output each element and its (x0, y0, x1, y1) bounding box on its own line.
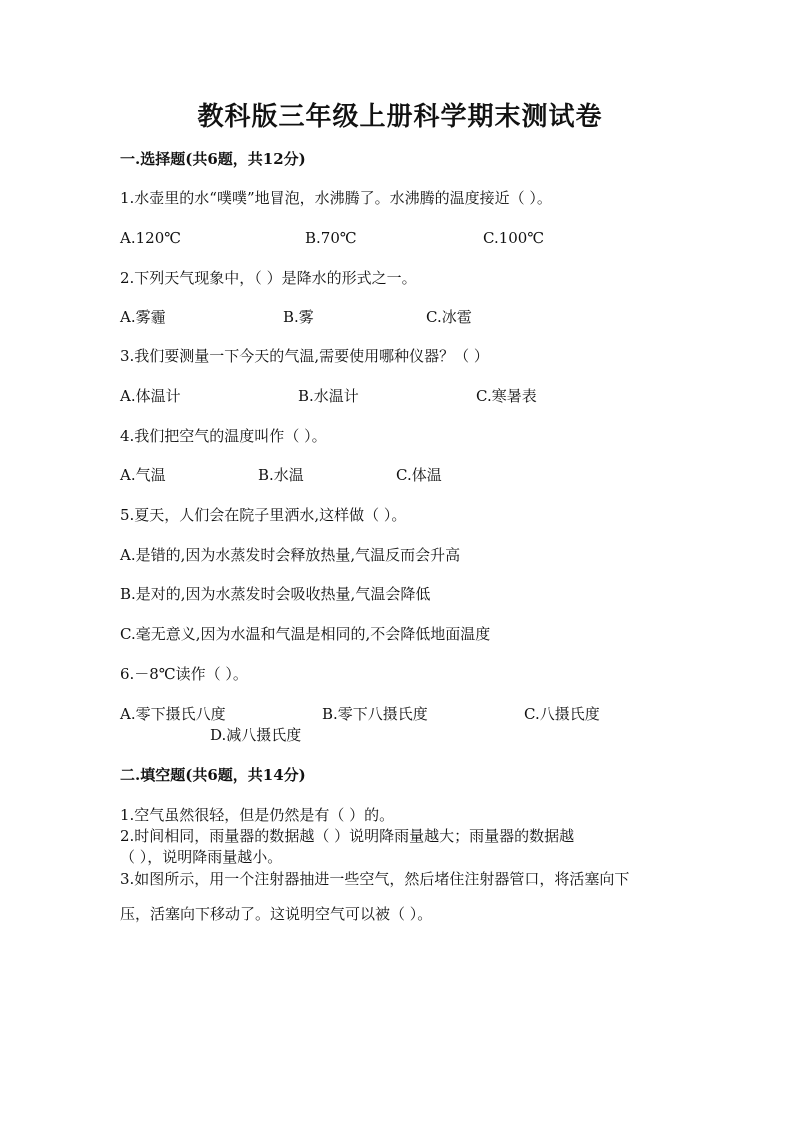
fill-in-line: 压，活塞向下移动了。这说明空气可以被（ ）。 (120, 905, 433, 923)
question-stem: 4.我们把空气的温度叫作（ ）。 (120, 427, 327, 445)
option: C.体温 (396, 466, 442, 484)
option: A.气温 (120, 466, 166, 484)
option: A.是错的,因为水蒸发时会释放热量,气温反而会升高 (120, 546, 461, 564)
fill-in-line: 2.时间相同，雨量器的数据越（ ）说明降雨量越大；雨量器的数据越 (120, 827, 575, 845)
option: B.水温计 (298, 387, 359, 405)
option: B.70℃ (305, 229, 357, 247)
option: A.雾霾 (120, 308, 166, 326)
option: B.水温 (258, 466, 304, 484)
fill-in-line: （ ），说明降雨量越小。 (120, 848, 283, 866)
question-stem: 3.我们要测量一下今天的气温,需要使用哪种仪器？（ ） (120, 347, 489, 365)
fill-in-line: 1.空气虽然很轻，但是仍然是有（ ）的。 (120, 806, 395, 824)
option: A.零下摄氏八度 (120, 705, 226, 723)
question-stem: 1.水壶里的水“噗噗”地冒泡，水沸腾了。水沸腾的温度接近（ ）。 (120, 189, 552, 207)
option: C.毫无意义,因为水温和气温是相同的,不会降低地面温度 (120, 625, 491, 643)
section-header-choice: 一.选择题(共6题，共12分) (120, 150, 306, 168)
option: C.100℃ (483, 229, 545, 247)
option: C.寒暑表 (476, 387, 537, 405)
option: B.是对的,因为水蒸发时会吸收热量,气温会降低 (120, 585, 431, 603)
option: B.雾 (283, 308, 314, 326)
option: B.零下八摄氏度 (322, 705, 428, 723)
page-title: 教科版三年级上册科学期末测试卷 (197, 102, 603, 132)
section-header-fill-in: 二.填空题(共6题，共14分) (120, 766, 306, 784)
fill-in-line: 3.如图所示，用一个注射器抽进一些空气，然后堵住注射器管口，将活塞向下 (120, 870, 630, 888)
option: C.八摄氏度 (524, 705, 600, 723)
question-stem: 2.下列天气现象中，（ ）是降水的形式之一。 (120, 269, 417, 287)
option: D.减八摄氏度 (210, 726, 302, 744)
question-stem: 6.－8℃读作（ ）。 (120, 665, 248, 683)
question-stem: 5.夏天，人们会在院子里洒水,这样做（ ）。 (120, 506, 407, 524)
option: A.120℃ (120, 229, 182, 247)
option: C.冰雹 (426, 308, 472, 326)
option: A.体温计 (120, 387, 181, 405)
